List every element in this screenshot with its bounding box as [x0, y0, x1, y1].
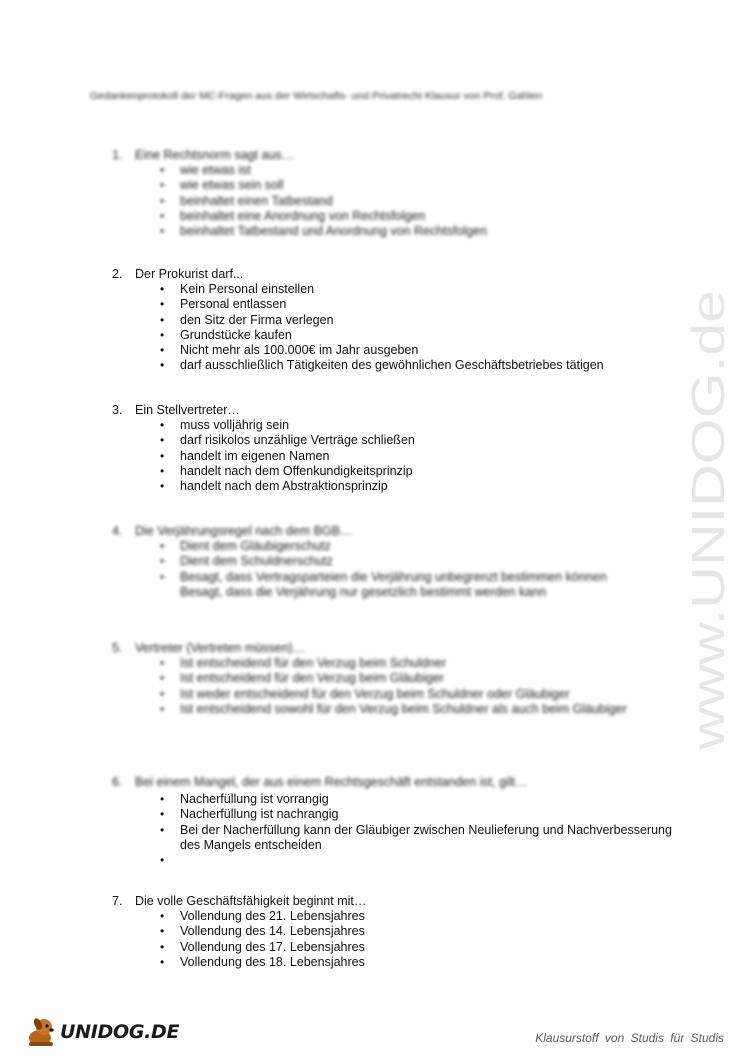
bullet-icon: • [160, 193, 165, 208]
answer-item: • Nacherfüllung ist vorrangig [160, 792, 329, 806]
answer-item: • beinhaltet eine Anordnung von Rechtsfolgen [160, 208, 426, 223]
answer-item: • Besagt, dass Vertragsparteien die Verjährung unbegrenzt bestimmen können [160, 569, 607, 584]
document-title: Gedankenprotokoll der MC-Fragen aus der Wirtschafts- und Privatrecht Klausur von Prof. Gahlen [90, 90, 543, 102]
bullet-icon: • [160, 178, 165, 193]
answer-item: • Dient dem Gläubigerschutz [160, 539, 331, 553]
answer-item: Besagt, dass die Verjährung nur gesetzlich bestimmt werden kann [180, 584, 547, 599]
bullet-icon: • [160, 224, 165, 239]
bullet-icon: • [160, 686, 165, 701]
bullet-icon: • [160, 343, 165, 358]
answer-item [160, 853, 672, 868]
bullet-icon: • [160, 853, 165, 868]
answer-item: • Grundstücke kaufen [160, 327, 292, 342]
bullet-icon: • [160, 792, 165, 806]
bullet-icon: • [160, 297, 165, 312]
bullet-icon: • [160, 163, 165, 177]
bullet-icon: • [160, 282, 165, 296]
bullet-icon: • [160, 539, 165, 553]
question-text: Die Verjährungsregel nach dem BGB… [135, 524, 353, 538]
question-text: Die volle Geschäftsfähigkeit beginnt mit… [135, 894, 367, 908]
answer-item: • muss volljährig sein [160, 418, 290, 432]
answer-list [112, 539, 672, 600]
question-7 [112, 894, 672, 970]
question-1 [112, 148, 672, 239]
dog-mascot-icon [24, 1015, 58, 1049]
answer-list [112, 418, 672, 494]
bullet-icon: • [160, 358, 165, 373]
bullet-icon: • [160, 701, 165, 716]
question-6 [112, 775, 672, 868]
answer-item: • Dient dem Schuldnerschutz [160, 554, 333, 569]
answer-list [112, 163, 672, 239]
answer-item: • Ist entscheidend für den Verzug beim Schuldner [160, 656, 447, 670]
bullet-icon: • [160, 939, 165, 954]
question-text: Vertreter (Vertreten müssen)… [135, 641, 306, 655]
answer-item: • handelt nach dem Offenkundigkeitsprinzip [160, 463, 413, 478]
bullet-icon: • [160, 671, 165, 686]
question-number: 6. [112, 775, 123, 789]
question-text: Der Prokurist darf... [135, 267, 244, 281]
answer-item: • Kein Personal einstellen [160, 282, 315, 296]
bullet-icon: • [160, 418, 165, 432]
answer-item: • Vollendung des 18. Lebensjahres [160, 954, 365, 969]
bullet-icon: • [160, 433, 165, 448]
bullet-icon: • [160, 479, 165, 494]
bullet-icon: • [160, 656, 165, 670]
question-number: 5. [112, 641, 123, 655]
footer-tagline: Klausurstoff von Studis für Studis [535, 1031, 724, 1045]
bullet-icon: • [160, 554, 165, 569]
answer-item: • beinhaltet einen Tatbestand [160, 193, 333, 208]
bullet-icon: • [160, 327, 165, 342]
bullet-icon: • [160, 208, 165, 223]
answer-item: • darf ausschließlich Tätigkeiten des gewöhnlichen Geschäftsbetriebes tätigen [160, 358, 604, 373]
bullet-icon: • [160, 909, 165, 923]
question-number: 3. [112, 403, 123, 417]
question-number: 4. [112, 524, 123, 538]
answer-item: • Vollendung des 14. Lebensjahres [160, 924, 365, 939]
answer-list [112, 656, 672, 717]
answer-item: • beinhaltet Tatbestand und Anordnung von Rechtsfolgen [160, 224, 487, 239]
answer-item: • handelt im eigenen Namen [160, 448, 330, 463]
answer-list [112, 282, 672, 374]
bullet-icon: • [160, 448, 165, 463]
bullet-icon: • [160, 822, 165, 837]
answer-item: • handelt nach dem Abstraktionsprinzip [160, 479, 388, 494]
answer-item: • wie etwas ist [160, 163, 251, 177]
answer-item: • wie etwas sein soll [160, 178, 284, 193]
answer-item: • Vollendung des 17. Lebensjahres [160, 939, 365, 954]
watermark-graphic [680, 280, 740, 760]
answer-list [112, 792, 672, 868]
question-text: Eine Rechtsnorm sagt aus… [135, 148, 295, 162]
answer-item: • Vollendung des 21. Lebensjahres [160, 909, 365, 923]
answer-item: • Nacherfüllung ist nachrangig [160, 807, 339, 822]
answer-item: • darf risikolos unzählige Verträge schließen [160, 433, 415, 448]
answer-item: • Bei der Nacherfüllung kann der Gläubiger zwischen Neulieferung und Nachverbesserung des Mangels entscheiden [160, 822, 672, 852]
bullet-icon: • [160, 569, 165, 584]
question-number: 7. [112, 894, 123, 908]
bullet-icon: • [160, 463, 165, 478]
watermark [680, 280, 740, 760]
answer-item: • Nicht mehr als 100.000€ im Jahr ausgeben [160, 343, 419, 358]
question-4 [112, 524, 672, 600]
question-5 [112, 641, 672, 717]
answer-item: • Personal entlassen [160, 297, 287, 312]
answer-item: • den Sitz der Firma verlegen [160, 312, 334, 327]
bullet-icon: • [160, 312, 165, 327]
answer-item: • Ist entscheidend für den Verzug beim Gläubiger [160, 671, 445, 686]
question-text: Ein Stellvertreter… [135, 403, 240, 417]
bullet-icon: • [160, 924, 165, 939]
answer-item: • Ist entscheidend sowohl für den Verzug beim Schuldner als auch beim Gläubiger [160, 701, 627, 716]
question-number: 2. [112, 267, 123, 281]
bullet-icon: • [160, 954, 165, 969]
logo-text: UNIDOG.DE [60, 1021, 180, 1043]
question-3 [112, 403, 672, 494]
question-number: 1. [112, 148, 123, 162]
answer-list [112, 909, 672, 970]
watermark-text: www.UNIDOG.de [682, 392, 734, 750]
unidog-logo [24, 1012, 184, 1052]
question-text: Bei einem Mangel, der aus einem Rechtsgeschäft entstanden ist, gilt… [135, 775, 528, 789]
answer-item: • Ist weder entscheidend für den Verzug beim Schuldner oder Gläubiger [160, 686, 570, 701]
question-2 [112, 267, 672, 374]
bullet-icon: • [160, 807, 165, 822]
